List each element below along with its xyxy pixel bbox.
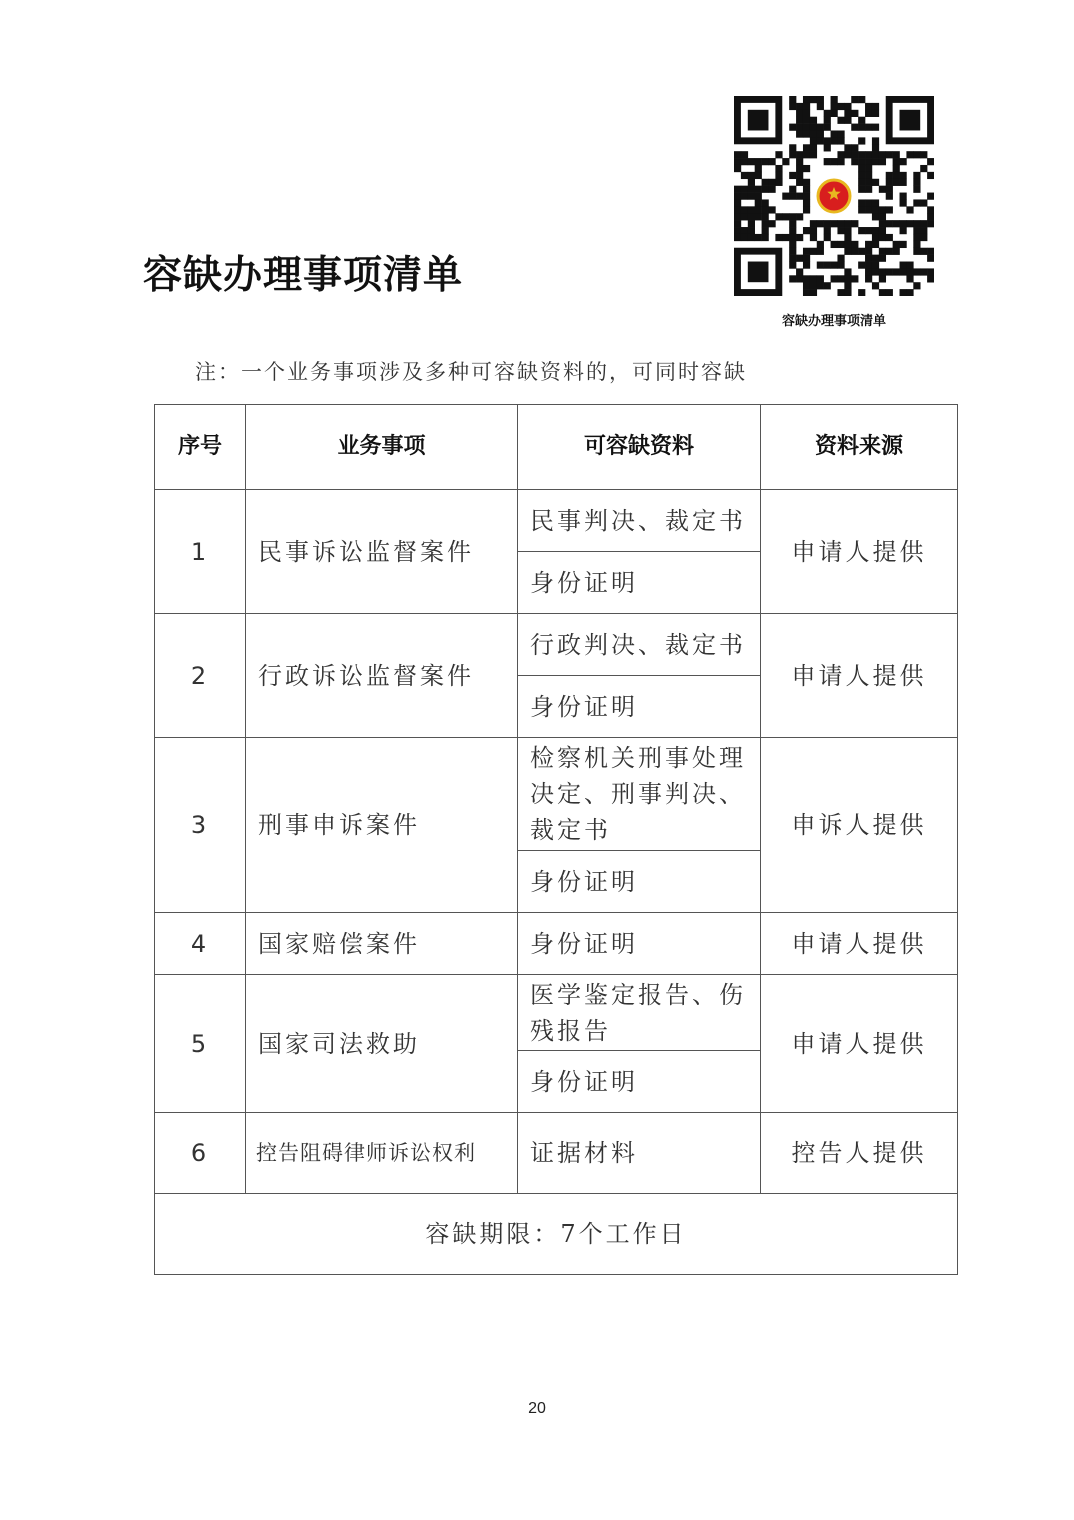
table-header-row bbox=[155, 405, 958, 490]
row-seq: 2 bbox=[155, 614, 246, 738]
note-text: 注：一个业务事项涉及多种可容缺资料的，可同时容缺 bbox=[195, 360, 747, 384]
page-title: 容缺办理事项清单 bbox=[143, 253, 464, 298]
row-seq: 3 bbox=[155, 738, 246, 913]
table-row bbox=[155, 1113, 958, 1194]
qr-code-image bbox=[734, 96, 934, 296]
row-material: 医学鉴定报告、伤残报告 bbox=[518, 975, 761, 1051]
row-item: 国家赔偿案件 bbox=[246, 913, 518, 975]
row-source: 申请人提供 bbox=[761, 975, 958, 1113]
header-item: 业务事项 bbox=[246, 405, 518, 490]
row-material: 身份证明 bbox=[518, 676, 761, 738]
table-footer-row bbox=[155, 1194, 958, 1275]
table-row bbox=[155, 614, 958, 676]
qr-caption: 容缺办理事项清单 bbox=[781, 314, 886, 329]
table-row bbox=[155, 975, 958, 1051]
row-source: 申诉人提供 bbox=[761, 738, 958, 913]
row-seq: 6 bbox=[155, 1113, 246, 1194]
row-item: 民事诉讼监督案件 bbox=[246, 490, 518, 614]
row-material: 身份证明 bbox=[518, 1051, 761, 1113]
row-source: 申请人提供 bbox=[761, 490, 958, 614]
table-row bbox=[155, 490, 958, 552]
row-material: 检察机关刑事处理决定、刑事判决、裁定书 bbox=[518, 738, 761, 851]
deadline-text: 容缺期限：7个工作日 bbox=[155, 1194, 958, 1275]
row-seq: 4 bbox=[155, 913, 246, 975]
table-row bbox=[155, 913, 958, 975]
header-seq: 序号 bbox=[155, 405, 246, 490]
row-seq: 5 bbox=[155, 975, 246, 1113]
table-row bbox=[155, 738, 958, 851]
row-material: 证据材料 bbox=[518, 1113, 761, 1194]
row-material: 民事判决、裁定书 bbox=[518, 490, 761, 552]
header-materials: 可容缺资料 bbox=[518, 405, 761, 490]
row-source: 申请人提供 bbox=[761, 913, 958, 975]
row-item: 行政诉讼监督案件 bbox=[246, 614, 518, 738]
row-material: 身份证明 bbox=[518, 851, 761, 913]
items-table bbox=[154, 404, 958, 1275]
row-seq: 1 bbox=[155, 490, 246, 614]
header-source: 资料来源 bbox=[761, 405, 958, 490]
page-number: 20 bbox=[528, 1400, 546, 1417]
row-material: 身份证明 bbox=[518, 913, 761, 975]
row-item: 刑事申诉案件 bbox=[246, 738, 518, 913]
emblem-icon bbox=[814, 176, 854, 216]
row-material: 行政判决、裁定书 bbox=[518, 614, 761, 676]
row-source: 申请人提供 bbox=[761, 614, 958, 738]
row-source: 控告人提供 bbox=[761, 1113, 958, 1194]
qr-code bbox=[734, 96, 934, 296]
row-item: 控告阻碍律师诉讼权利 bbox=[246, 1113, 518, 1194]
row-item: 国家司法救助 bbox=[246, 975, 518, 1113]
row-material: 身份证明 bbox=[518, 552, 761, 614]
